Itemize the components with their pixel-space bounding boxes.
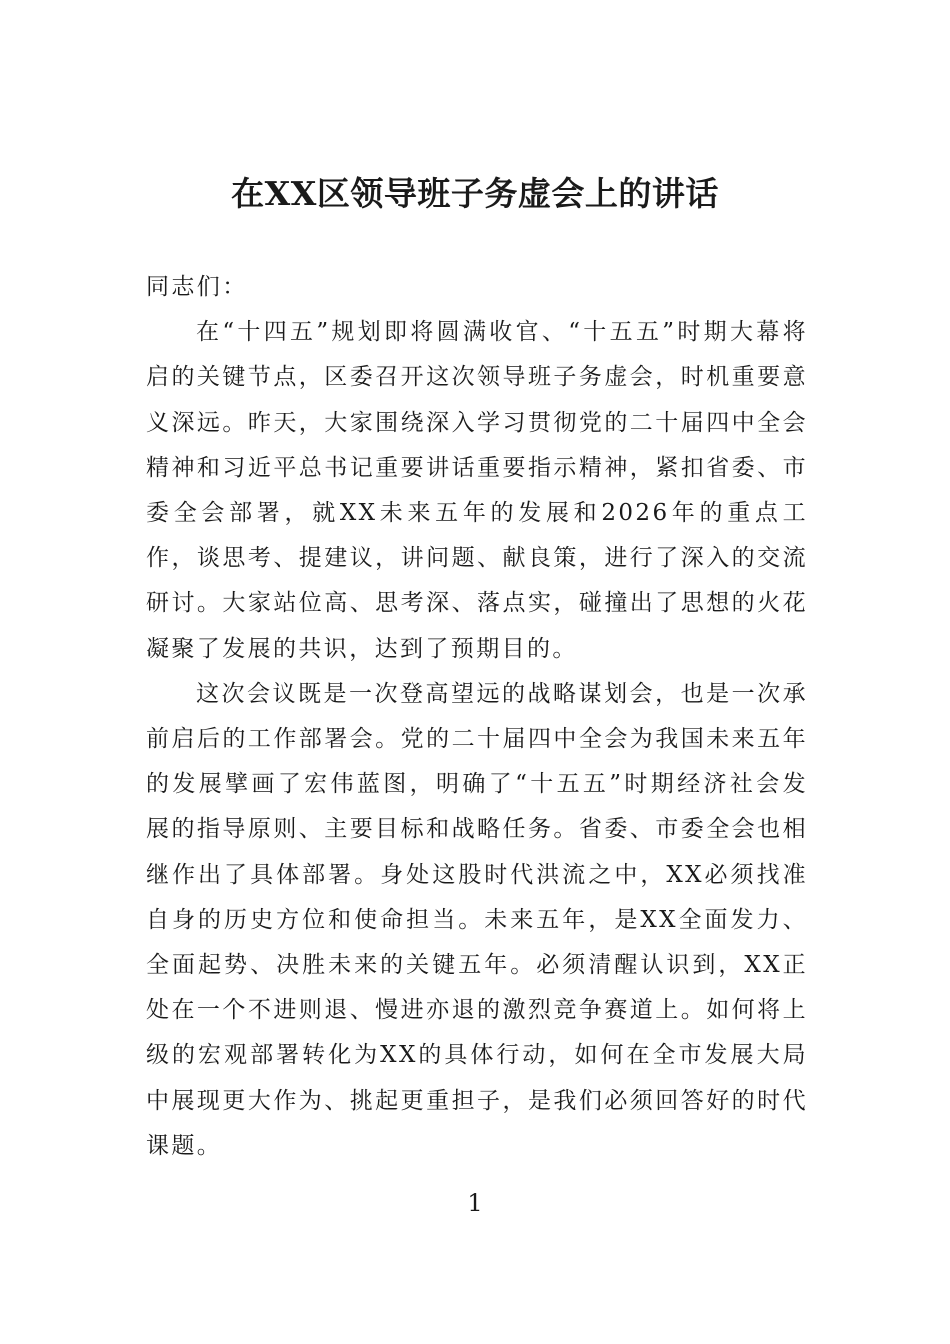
- document-title: 在XX区领导班子务虚会上的讲话: [231, 174, 719, 213]
- page-number: 1: [467, 1189, 483, 1217]
- document-body: [146, 265, 808, 1169]
- paragraph-1: 在“十四五”规划即将圆满收官、“十五五”时期大幕将启的关键节点，区委召开这次领导班子务虚会，时机重要意义深远。昨天，大家围绕深入学习贯彻党的二十届四中全会精神和习近平总书记重要讲话重要指示精神，紧扣省委、市委全会部署，就XX未来五年的发展和2026年的重点工作，谈思考、提建议，讲问题、献良策，进行了深入的交流研讨。大家站位高、思考深、落点实，碰撞出了思想的火花凝聚了发展的共识，达到了预期目的。: [146, 319, 808, 662]
- paragraph-2: 这次会议既是一次登高望远的战略谋划会，也是一次承前启后的工作部署会。党的二十届四中全会为我国未来五年的发展擘画了宏伟蓝图，明确了“十五五”时期经济社会发展的指导原则、主要目标和战略任务。省委、市委全会也相继作出了具体部署。身处这股时代洪流之中，XX必须找准自身的历史方位和使命担当。未来五年，是XX全面发力、全面起势、决胜未来的关键五年。必须清醒认识到，XX正处在一个不进则退、慢进亦退的激烈竞争赛道上。如何将上级的宏观部署转化为XX的具体行动，如何在全市发展大局中展现更大作为、挑起更重担子，是我们必须回答好的时代课题。: [146, 680, 808, 1159]
- greeting: 同志们：: [146, 274, 248, 300]
